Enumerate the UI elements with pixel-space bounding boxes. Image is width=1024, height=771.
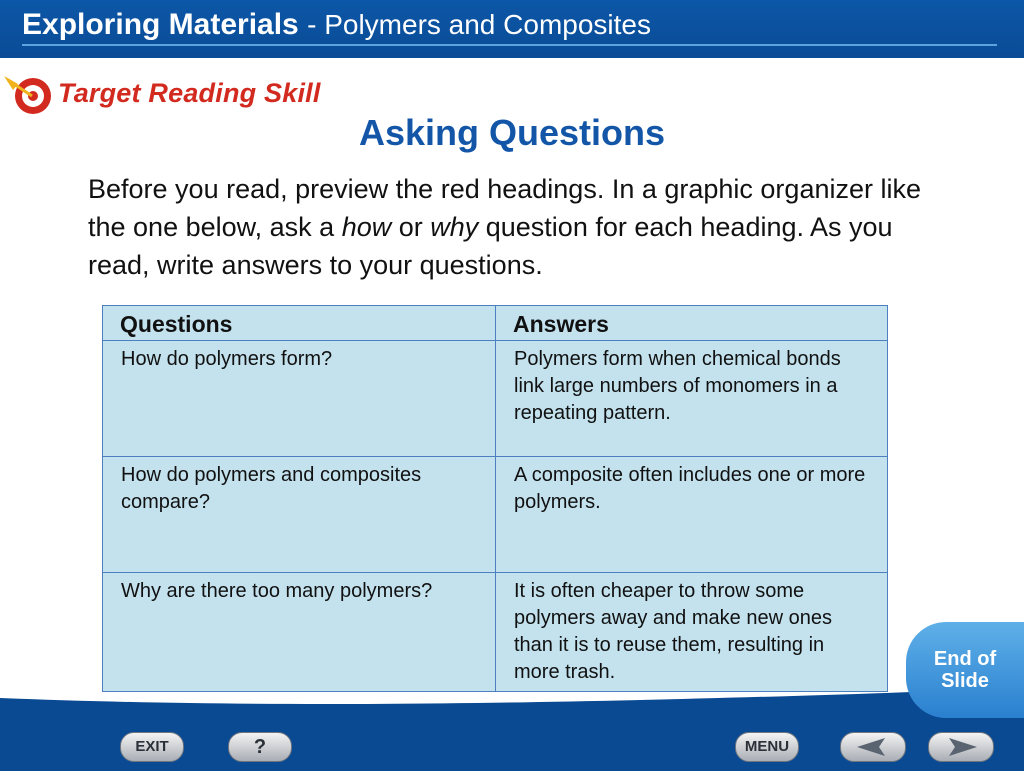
header-title <box>22 8 651 42</box>
intro-or: or <box>391 212 431 242</box>
left-arrow-icon <box>841 733 905 761</box>
slide-title: Asking Questions <box>358 112 666 153</box>
table-row <box>103 457 888 573</box>
menu-button[interactable]: MENU <box>735 732 799 762</box>
end-slide-line1: End of <box>933 648 997 670</box>
table-header-row <box>103 306 888 341</box>
question-cell: How do polymers form? <box>103 341 496 457</box>
intro-text-1: Before you read, preview the red headings. In a graphic organizer like the one below, ask a <box>88 174 921 242</box>
header-title-sub: - Polymers and Composites <box>307 9 651 40</box>
answer-cell: It is often cheaper to throw some polymers away and make new ones than it is to reuse them, resulting in more trash. <box>496 573 888 692</box>
right-arrow-icon <box>929 733 993 761</box>
table-row <box>103 573 888 692</box>
end-of-slide-badge <box>906 622 1024 718</box>
graphic-organizer-table <box>102 305 888 692</box>
intro-paragraph <box>88 170 948 284</box>
table-row <box>103 341 888 457</box>
help-button[interactable]: ? <box>228 732 292 762</box>
intro-why: why <box>430 212 479 242</box>
intro-how: how <box>341 212 392 242</box>
intro-text-2: question for each heading. As you read, write answers to your questions. <box>88 212 893 280</box>
header-questions: Questions <box>103 306 496 341</box>
header-divider <box>22 44 997 46</box>
header-title-main: Exploring Materials <box>22 8 299 41</box>
target-reading-skill-label: Target Reading Skill <box>58 78 321 108</box>
back-button[interactable] <box>840 732 906 762</box>
question-cell: Why are there too many polymers? <box>103 573 496 692</box>
question-cell: How do polymers and composites compare? <box>103 457 496 573</box>
answer-cell: Polymers form when chemical bonds link large numbers of monomers in a repeating pattern. <box>496 341 888 457</box>
end-slide-line2: Slide <box>941 670 989 692</box>
answer-cell: A composite often includes one or more polymers. <box>496 457 888 573</box>
forward-button[interactable] <box>928 732 994 762</box>
header-answers: Answers <box>496 306 888 341</box>
exit-button[interactable]: EXIT <box>120 732 184 762</box>
